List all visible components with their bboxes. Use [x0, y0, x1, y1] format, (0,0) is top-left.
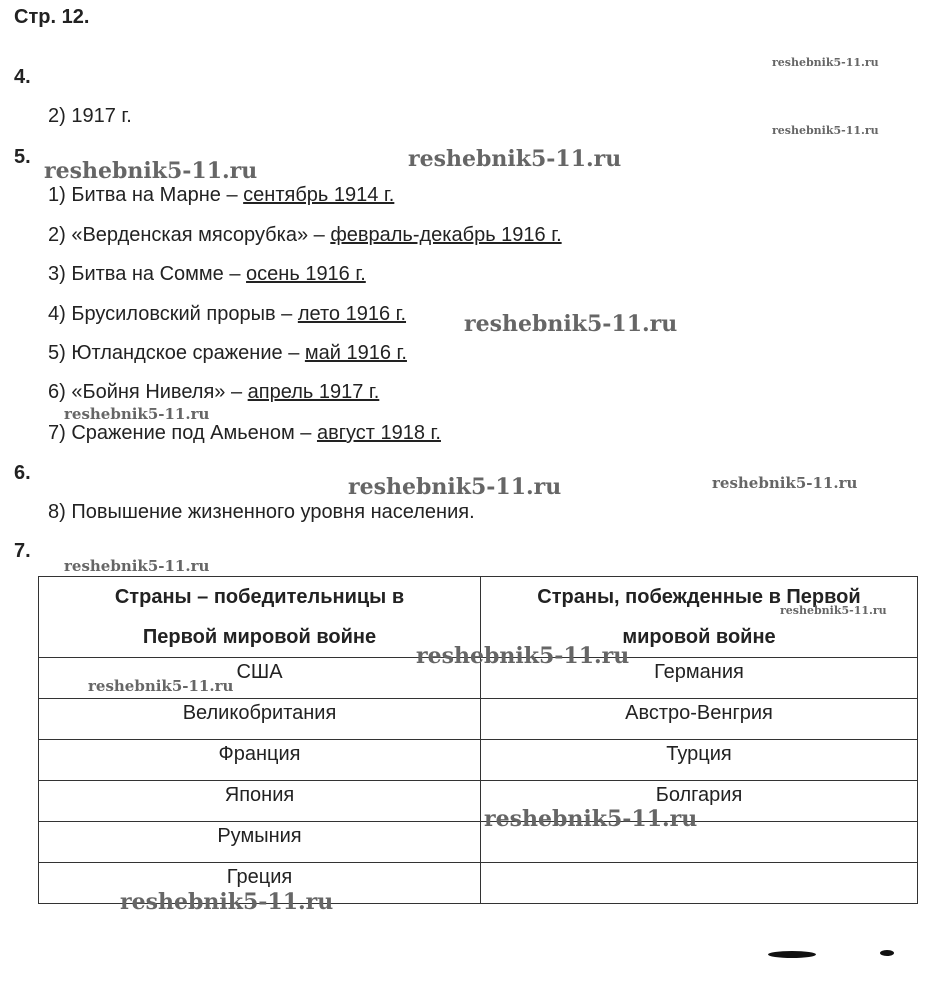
scan-artifact [880, 950, 894, 956]
q5-item-3: 3) Битва на Сомме – осень 1916 г. [48, 263, 366, 285]
watermark: reshebnik5-11.ru [64, 405, 210, 423]
watermark: reshebnik5-11.ru [484, 806, 698, 832]
question-6-number: 6. [14, 462, 31, 484]
winner-cell: Великобритания [39, 699, 481, 740]
q5-item-1: 1) Битва на Марне – сентябрь 1914 г. [48, 184, 395, 206]
winner-cell: США [39, 658, 481, 699]
question-6-answer: 8) Повышение жизненного уровня населения. [48, 501, 475, 523]
watermark: reshebnik5-11.ru [348, 474, 562, 500]
loser-cell: Австро-Венгрия [481, 699, 918, 740]
loser-cell: Германия [481, 658, 918, 699]
watermark: reshebnik5-11.ru [772, 124, 879, 137]
q5-item-7: 7) Сражение под Амьеном – август 1918 г. [48, 422, 441, 444]
loser-cell: Турция [481, 740, 918, 781]
watermark: reshebnik5-11.ru [416, 643, 630, 669]
winners-header: Страны – победительницы в Первой мировой войне [39, 577, 481, 658]
watermark: reshebnik5-11.ru [64, 557, 210, 575]
countries-table [38, 576, 918, 904]
loser-cell [481, 863, 918, 904]
q5-item-5: 5) Ютландское сражение – май 1916 г. [48, 342, 407, 364]
watermark: reshebnik5-11.ru [780, 604, 887, 617]
watermark: reshebnik5-11.ru [464, 311, 678, 337]
table-row [39, 699, 918, 740]
question-4-answer: 2) 1917 г. [48, 105, 132, 127]
watermark: reshebnik5-11.ru [120, 889, 334, 915]
q5-item-6: 6) «Бойня Нивеля» – апрель 1917 г. [48, 381, 380, 403]
winner-cell: Румыния [39, 822, 481, 863]
watermark: reshebnik5-11.ru [44, 158, 258, 184]
table-row [39, 740, 918, 781]
table-row [39, 822, 918, 863]
scan-artifact [768, 951, 816, 958]
watermark: reshebnik5-11.ru [712, 474, 858, 492]
q5-item-2: 2) «Верденская мясорубка» – февраль-декабрь 1916 г. [48, 224, 562, 246]
loser-cell: Болгария [481, 781, 918, 822]
winner-cell: Греция [39, 863, 481, 904]
question-5-number: 5. [14, 146, 31, 168]
watermark: reshebnik5-11.ru [88, 677, 234, 695]
q5-item-4: 4) Брусиловский прорыв – лето 1916 г. [48, 303, 407, 325]
winner-cell: Франция [39, 740, 481, 781]
question-4-number: 4. [14, 66, 31, 88]
losers-header: Страны, побежденные в Первой мировой войне [481, 577, 918, 658]
page-label: Стр. 12. [14, 6, 90, 28]
watermark: reshebnik5-11.ru [408, 146, 622, 172]
winner-cell: Япония [39, 781, 481, 822]
question-7-number: 7. [14, 540, 31, 562]
table-row [39, 781, 918, 822]
watermark: reshebnik5-11.ru [772, 56, 879, 69]
